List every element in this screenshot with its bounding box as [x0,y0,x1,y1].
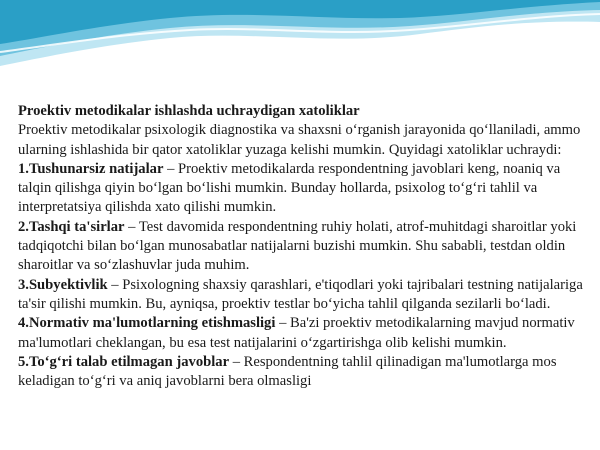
list-item-text: – Ba'zi proektiv metodikalarning mavjud normativ ma'lumotlari cheklangan, bu esa test natijalarini o‘zgartirishga olib kelishi mumkin. [18,315,575,351]
document-intro: Proektiv metodikalar psixologik diagnostika va shaxsni o‘rganish jarayonida qo‘llaniladi, ammo ularning ishlashida bir qator xatoliklar yuzaga kelishi mumkin. Quyidagi xatoliklar uchraydi: [18,122,581,158]
list-item [18,353,590,392]
document-title: Proektiv metodikalar ishlashda uchraydigan xatoliklar [18,103,360,119]
list-item [18,160,590,218]
list-item-heading: 4.Normativ ma'lumotlarning etishmasligi [18,315,276,332]
list-item-heading: 5.To‘g‘ri talab etilmagan javoblar [18,353,230,370]
decorative-wave-header [0,0,600,80]
list-item [18,218,590,276]
list-item-text: – Psixologning shaxsiy qarashlari, e'tiqodlari yoki tajribalari testning natijalariga ta'sir qilishi mumkin. Bu, ayniqsa, proektiv testlar bo‘yicha tahlil qilganda sezilarli bo‘ladi. [18,276,583,312]
list-item-heading: 1.Tushunarsiz natijalar [18,160,164,177]
list-item-text: – Test davomida respondentning ruhiy holati, atrof-muhitdagi sharoitlar yoki tadqiqotchi bilan bo‘lgan munosabatlar natijalarni buzishi mumkin. Shu sababli, testdan oldin sharoitlar va so‘zlashuvlar juda muhim. [18,218,577,274]
list-item-heading: 3.Subyektivlik [18,276,108,293]
list-item-text: – Respondentning tahlil qilinadigan ma'lumotlarga mos keladigan to‘g‘ri va aniq javoblarni bera olmasligi [18,353,557,390]
list-item-text: – Proektiv metodikalarda respondentning javoblari keng, noaniq va talqin qilishga qiyin bo‘lgan bo‘lishi mumkin. Bunday hollarda, psixolog to‘g‘ri tahlil va interpretatsiya qilishda xato qilishi mumkin. [18,160,561,216]
document-body [18,102,590,391]
list-item [18,314,590,353]
list-item-heading: 2.Tashqi ta'sirlar [18,218,125,235]
list-item [18,276,590,315]
